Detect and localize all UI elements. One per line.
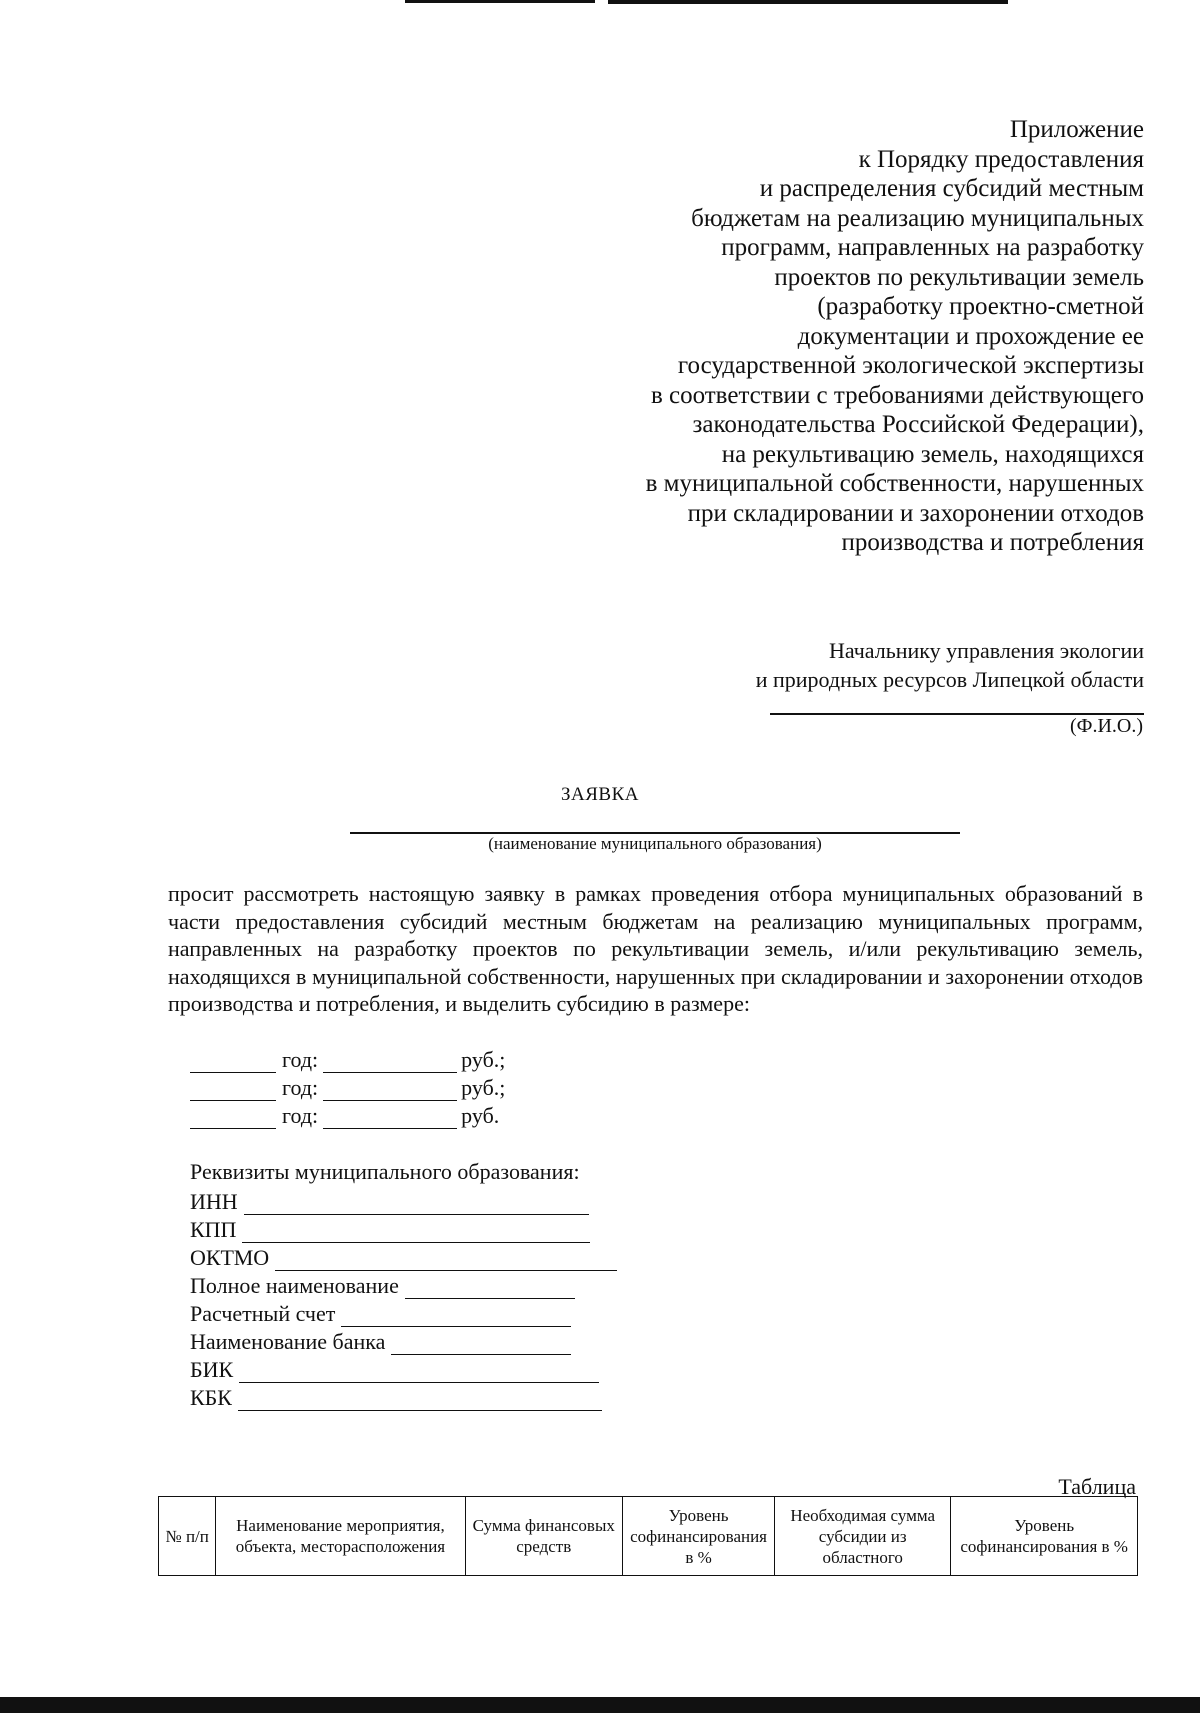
requisite-label: Полное наименование: [190, 1273, 399, 1298]
appendix-line: проектов по рекультивации земель: [774, 263, 1144, 291]
requisite-label: КПП: [190, 1217, 237, 1242]
requisite-blank: [405, 1278, 575, 1299]
document-title: ЗАЯВКА: [561, 784, 639, 805]
currency-label: руб.;: [461, 1047, 506, 1072]
requisite-label: Расчетный счет: [190, 1301, 336, 1326]
requisite-blank: [275, 1250, 617, 1271]
requisite-inn: [190, 1187, 617, 1215]
amount-row: [190, 1101, 505, 1129]
year-label: год:: [282, 1047, 319, 1072]
requisite-kbk: [190, 1383, 617, 1411]
requisite-label: БИК: [190, 1357, 234, 1382]
addressee-block: [756, 636, 1144, 694]
appendix-line: производства и потребления: [841, 529, 1144, 556]
requisite-label: КБК: [190, 1385, 232, 1410]
fio-label: (Ф.И.О.): [1069, 715, 1143, 737]
requisite-blank: [391, 1334, 571, 1355]
requisite-kpp: [190, 1215, 617, 1243]
appendix-line: государственной экологической экспертизы: [677, 352, 1144, 379]
requisite-account: [190, 1299, 617, 1327]
appendix-line: и распределения субсидий местным: [759, 175, 1144, 202]
municipality-caption: (наименование муниципального образования): [488, 834, 822, 853]
subsidy-amounts: [190, 1045, 505, 1129]
requisites-block: [190, 1159, 617, 1411]
appendix-header: [504, 115, 1144, 558]
year-blank: [190, 1080, 276, 1101]
requisite-blank: [244, 1194, 589, 1215]
scan-edge-mark: [608, 0, 1008, 4]
col-cofinancing-level-2: Уровень софинансирования в %: [951, 1497, 1138, 1576]
requisite-label: ОКТМО: [190, 1245, 270, 1270]
appendix-line: Приложение: [1009, 116, 1144, 143]
appendix-line: программ, направленных на разработку: [721, 234, 1144, 261]
scan-edge-mark: [405, 0, 595, 3]
addressee-line: Начальнику управления экологии: [828, 638, 1144, 663]
funding-table: [158, 1496, 1138, 1576]
appendix-line: при складировании и захоронении отходов: [687, 499, 1144, 527]
requisite-full-name: [190, 1271, 617, 1299]
amount-row: [190, 1073, 505, 1101]
requisite-label: Наименование банка: [190, 1329, 386, 1354]
requisite-bank-name: [190, 1327, 617, 1355]
requisite-blank: [238, 1390, 602, 1411]
requisite-label: ИНН: [190, 1189, 238, 1214]
sum-blank: [323, 1080, 457, 1101]
requisites-heading: Реквизиты муниципального образования:: [190, 1159, 580, 1184]
requisite-blank: [341, 1306, 571, 1327]
request-paragraph: просит рассмотреть настоящую заявку в рамках проведения отбора муниципальных образований в части предоставления субсидий местным бюджетам на реализацию муниципальных программ, направленных на разработку проектов по рекультивации земель, и/или рекультивацию земель, находящихся в муниципальной собственности, нарушенных при складировании и захоронении отходов производства и потребления, и выделить субсидию в размере:: [168, 881, 1143, 1016]
col-cofinancing-level: Уровень софинансирования в %: [622, 1497, 774, 1576]
sum-blank: [323, 1052, 457, 1073]
scan-edge-mark: [0, 1697, 1200, 1713]
appendix-line: к Порядку предоставления: [858, 145, 1144, 173]
table-header-row: [159, 1497, 1138, 1576]
appendix-line: на рекультивацию земель, находящихся: [721, 440, 1144, 468]
appendix-line: в соответствии с требованиями действующего: [650, 381, 1144, 409]
year-blank: [190, 1052, 276, 1073]
requisite-oktmo: [190, 1243, 617, 1271]
appendix-line: бюджетам на реализацию муниципальных: [691, 204, 1144, 232]
requisite-bik: [190, 1355, 617, 1383]
col-funds-sum: Сумма финансовых средств: [465, 1497, 622, 1576]
requisite-blank: [239, 1362, 599, 1383]
appendix-line: законодательства Российской Федерации),: [692, 411, 1144, 438]
col-required-subsidy: Необходимая сумма субсидии из областного: [775, 1497, 951, 1576]
currency-label: руб.: [461, 1103, 500, 1128]
requisite-blank: [242, 1222, 590, 1243]
appendix-line: в муниципальной собственности, нарушенных: [645, 470, 1144, 497]
addressee-line: и природных ресурсов Липецкой области: [755, 667, 1144, 692]
appendix-line: документации и прохождение ее: [797, 322, 1144, 350]
col-event-name: Наименование мероприятия, объекта, месторасположения: [216, 1497, 465, 1576]
table-caption: Таблица: [1058, 1474, 1136, 1499]
amount-row: [190, 1045, 505, 1073]
col-number: № п/п: [159, 1497, 216, 1576]
sum-blank: [323, 1108, 457, 1129]
appendix-line: (разработку проектно-сметной: [817, 293, 1144, 320]
year-label: год:: [282, 1103, 319, 1128]
year-label: год:: [282, 1075, 319, 1100]
currency-label: руб.;: [461, 1075, 506, 1100]
year-blank: [190, 1108, 276, 1129]
